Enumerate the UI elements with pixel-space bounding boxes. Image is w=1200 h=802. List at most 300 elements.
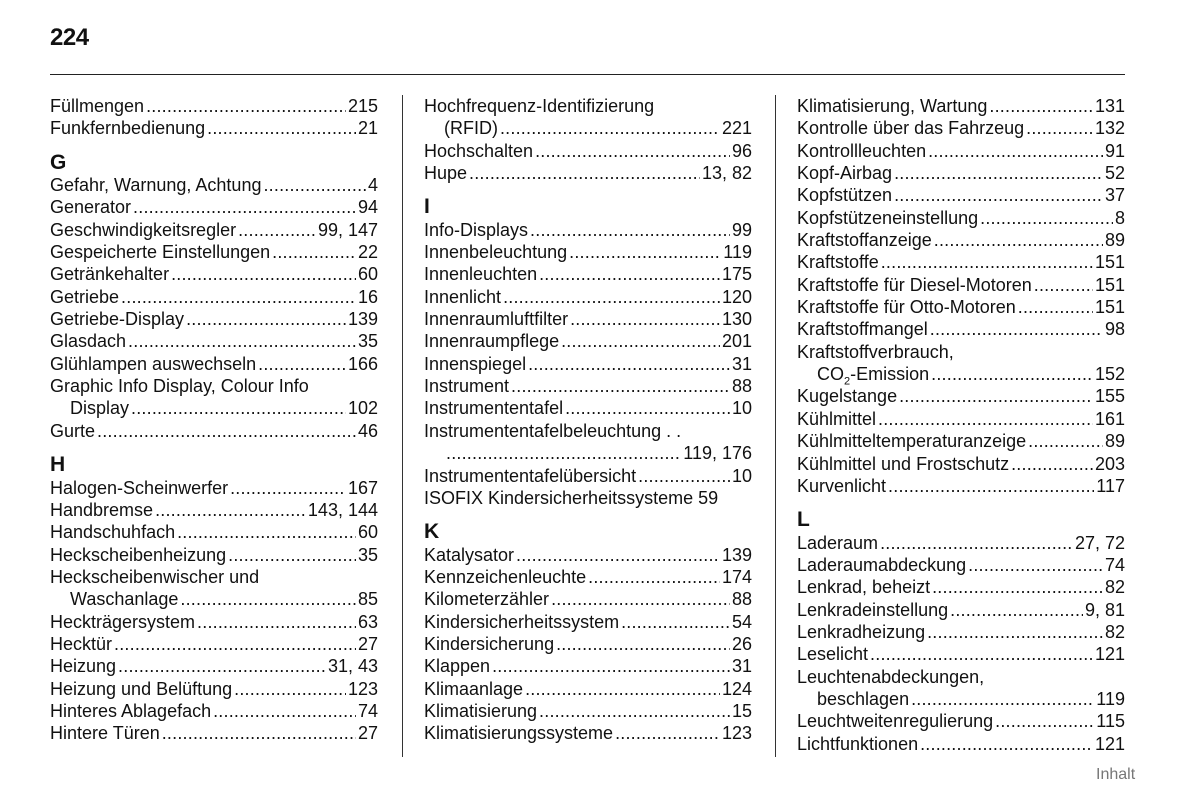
page-reference[interactable]: 9, 81: [1084, 599, 1125, 620]
index-term: Geschwindigkeitsregler: [50, 219, 237, 240]
page-reference[interactable]: 16: [357, 286, 378, 307]
index-entry[interactable]: [424, 162, 752, 184]
index-entry[interactable]: [50, 722, 378, 744]
leader-dots: [556, 633, 730, 655]
index-entry[interactable]: [797, 207, 1125, 229]
page-reference[interactable]: 10: [731, 465, 752, 486]
index-entry[interactable]: [424, 397, 752, 419]
index-entry[interactable]: [797, 643, 1125, 665]
index-term: Laderaum: [797, 532, 879, 553]
leader-dots: [197, 611, 356, 633]
leader-dots: [258, 353, 346, 375]
index-entry[interactable]: [424, 286, 752, 308]
index-column-2: [424, 95, 752, 745]
index-entry[interactable]: [797, 140, 1125, 162]
page-reference[interactable]: 63: [357, 611, 378, 632]
column-divider: [402, 95, 403, 757]
leader-dots: [234, 678, 346, 700]
page-reference[interactable]: 174: [721, 566, 752, 587]
index-letter-heading: H: [50, 453, 66, 477]
index-term: Lenkradheizung: [797, 621, 926, 642]
index-entry[interactable]: [50, 196, 378, 218]
index-term: Katalysator: [424, 544, 515, 565]
index-entry[interactable]: [797, 599, 1125, 621]
index-entry[interactable]: [797, 532, 1125, 554]
leader-dots: [870, 643, 1093, 665]
leader-dots: [530, 219, 730, 241]
index-term: Klimatisierung, Wartung: [797, 96, 988, 116]
page-reference[interactable]: 98: [1104, 319, 1125, 340]
index-term: Heizung und Belüftung: [50, 678, 233, 699]
leader-dots: [888, 475, 1094, 497]
page-reference[interactable]: 82: [1104, 577, 1125, 598]
index-term: Getränkehalter: [50, 264, 170, 285]
index-term: Handbremse: [50, 499, 154, 520]
index-term: Heckscheibenheizung: [50, 544, 227, 565]
leader-dots: [121, 286, 356, 308]
index-entry-continuation[interactable]: [797, 688, 1125, 710]
index-entry[interactable]: [50, 477, 378, 499]
page-reference[interactable]: 99, 147: [317, 219, 378, 240]
index-term: Kühlmittel: [797, 408, 877, 429]
leader-dots: [1028, 430, 1103, 452]
index-entry[interactable]: [424, 263, 752, 285]
leader-dots: [114, 633, 356, 655]
page-reference[interactable]: 91: [1104, 140, 1125, 161]
index-entry[interactable]: [424, 722, 752, 744]
index-term: $CO_2$-Emission: [817, 364, 930, 388]
index-entry[interactable]: [50, 353, 378, 375]
index-term: Klappen: [424, 656, 491, 677]
page-reference[interactable]: 31: [731, 656, 752, 677]
leader-dots: [492, 655, 730, 677]
footer-section-label: Inhalt: [1096, 766, 1136, 783]
leader-dots: [272, 241, 356, 263]
page-reference[interactable]: 52: [1104, 163, 1125, 184]
index-entry[interactable]: Leuchtenabdeckungen,: [797, 666, 985, 687]
leader-dots: [177, 521, 356, 543]
page-reference[interactable]: 143, 144: [307, 499, 378, 520]
leader-dots: [539, 263, 720, 285]
index-term: Lenkrad, beheizt: [797, 577, 931, 598]
leader-dots: [1018, 296, 1093, 318]
index-term: Generator: [50, 197, 132, 218]
index-entry[interactable]: [797, 408, 1125, 430]
leader-dots: [528, 353, 730, 375]
page-reference[interactable]: 132: [1094, 118, 1125, 139]
page-reference[interactable]: 119: [1096, 688, 1125, 709]
header-rule: [50, 74, 1125, 75]
page-reference[interactable]: 22: [357, 242, 378, 263]
index-term: Laderaumabdeckung: [797, 554, 967, 575]
index-term: Kontrolle über das Fahrzeug: [797, 118, 1025, 139]
index-term: Getriebe: [50, 286, 120, 307]
page-reference[interactable]: 96: [731, 140, 752, 161]
leader-dots: [186, 308, 346, 330]
index-entry-continuation[interactable]: [424, 117, 752, 139]
page-reference[interactable]: 166: [347, 353, 378, 374]
leader-dots: [621, 611, 730, 633]
index-entry[interactable]: [797, 554, 1125, 576]
index-term: Kopf-Airbag: [797, 163, 893, 184]
index-term: Hintere Türen: [50, 723, 160, 744]
leader-dots: [131, 397, 346, 419]
index-entry[interactable]: ISOFIX Kindersicherheitssysteme 59: [424, 487, 719, 508]
index-term: (RFID): [444, 118, 498, 139]
index-entry[interactable]: [424, 465, 752, 487]
leader-dots: [995, 710, 1094, 732]
leader-dots: [155, 499, 306, 521]
leader-dots: [228, 544, 356, 566]
index-term: Innenleuchten: [424, 264, 538, 285]
index-entry[interactable]: [424, 375, 752, 397]
page-reference[interactable]: 46: [357, 420, 378, 441]
index-entry-continuation[interactable]: [797, 363, 1125, 388]
leader-dots: [881, 251, 1093, 273]
page-reference[interactable]: 121: [1094, 733, 1125, 754]
index-term: Hochschalten: [424, 140, 534, 161]
page-reference[interactable]: 117: [1096, 475, 1125, 496]
index-entry[interactable]: [50, 95, 378, 117]
page-reference[interactable]: 8: [1114, 207, 1125, 228]
index-column-1: [50, 95, 378, 745]
page-reference[interactable]: 15: [731, 700, 752, 721]
page-reference[interactable]: 115: [1096, 711, 1125, 732]
index-entry[interactable]: [424, 330, 752, 352]
index-term: Innenlicht: [424, 286, 502, 307]
index-entry-continuation[interactable]: [50, 588, 378, 610]
index-entry-continuation[interactable]: [50, 397, 378, 419]
index-term: Kindersicherheitssystem: [424, 611, 620, 632]
page-reference[interactable]: 119, 176: [683, 443, 752, 464]
leader-dots: [500, 117, 720, 139]
page-reference[interactable]: 54: [731, 611, 752, 632]
page-reference[interactable]: 60: [357, 522, 378, 543]
index-entry[interactable]: [50, 330, 378, 352]
index-entry[interactable]: [797, 318, 1125, 340]
index-term: Kraftstoffanzeige: [797, 230, 932, 251]
index-term: Gespeicherte Einstellungen: [50, 242, 271, 263]
index-letter-heading: G: [50, 150, 67, 174]
page-reference[interactable]: 89: [1104, 431, 1125, 452]
page-reference[interactable]: 27, 72: [1074, 532, 1125, 553]
index-entry[interactable]: [50, 117, 378, 139]
index-entry[interactable]: Instrumententafelbeleuchtung . .: [424, 420, 682, 441]
page-reference[interactable]: 201: [721, 331, 752, 352]
page-reference[interactable]: 13, 82: [701, 163, 752, 184]
leader-dots: [511, 375, 730, 397]
leader-dots: [535, 140, 730, 162]
page-reference[interactable]: 37: [1104, 185, 1125, 206]
index-entry[interactable]: [424, 308, 752, 330]
page-reference[interactable]: 89: [1104, 230, 1125, 251]
index-term: Lichtfunktionen: [797, 733, 919, 754]
index-letter-heading: K: [424, 520, 440, 544]
index-term: Instrumententafelübersicht: [424, 465, 637, 486]
page-reference[interactable]: 167: [347, 477, 378, 498]
index-entry[interactable]: [424, 241, 752, 263]
leader-dots: [133, 196, 356, 218]
index-entry[interactable]: [797, 117, 1125, 139]
page-reference[interactable]: 27: [357, 723, 378, 744]
index-term: Gurte: [50, 420, 96, 441]
page-reference[interactable]: 31, 43: [327, 656, 378, 677]
page-reference[interactable]: 215: [347, 96, 378, 116]
page-reference[interactable]: 203: [1094, 453, 1125, 474]
index-entry[interactable]: [424, 566, 752, 588]
index-entry[interactable]: [424, 219, 752, 241]
page-reference[interactable]: 155: [1094, 386, 1125, 407]
leader-dots: [213, 700, 356, 722]
leader-dots: [638, 465, 730, 487]
index-term: Kurvenlicht: [797, 475, 887, 496]
leader-dots: [263, 174, 366, 196]
page-reference[interactable]: 94: [357, 197, 378, 218]
index-entry[interactable]: [797, 475, 1125, 497]
index-letter-heading: L: [797, 508, 810, 532]
index-entry[interactable]: [424, 588, 752, 610]
index-entry[interactable]: [50, 700, 378, 722]
index-term: Gefahr, Warnung, Achtung: [50, 175, 262, 196]
page-reference[interactable]: 10: [731, 398, 752, 419]
index-term: Innenbeleuchtung: [424, 242, 568, 263]
index-term: Kontrollleuchten: [797, 140, 927, 161]
index-letter-heading: I: [424, 195, 430, 219]
leader-dots: [207, 117, 356, 139]
index-entry[interactable]: [797, 229, 1125, 251]
index-term: Getriebe-Display: [50, 309, 185, 330]
leader-dots: [968, 554, 1103, 576]
leader-dots: [1011, 453, 1093, 475]
index-term: Hupe: [424, 163, 468, 184]
index-term: Füllmengen: [50, 96, 145, 116]
index-term: Kraftstoffe für Otto-Motoren: [797, 297, 1016, 318]
leader-dots: [503, 286, 720, 308]
page-reference[interactable]: 31: [731, 353, 752, 374]
page-reference[interactable]: 26: [731, 633, 752, 654]
index-term: Klimaanlage: [424, 678, 524, 699]
index-entry[interactable]: [50, 544, 378, 566]
index-entry[interactable]: [424, 678, 752, 700]
page-reference[interactable]: 35: [357, 544, 378, 565]
index-entry[interactable]: Kraftstoffverbrauch,: [797, 341, 954, 362]
index-entry[interactable]: [424, 353, 752, 375]
index-term: Innenraumluftfilter: [424, 309, 569, 330]
leader-dots: [171, 263, 356, 285]
leader-dots: [146, 95, 346, 117]
leader-dots: [930, 318, 1103, 340]
page-reference[interactable]: 123: [347, 678, 378, 699]
page-reference[interactable]: 120: [721, 286, 752, 307]
index-entry[interactable]: [797, 453, 1125, 475]
leader-dots: [516, 544, 720, 566]
page-number: 224: [50, 24, 89, 51]
index-entry[interactable]: [50, 286, 378, 308]
page-reference[interactable]: 152: [1094, 364, 1125, 385]
page-reference[interactable]: 124: [721, 678, 752, 699]
index-entry[interactable]: [424, 700, 752, 722]
index-entry[interactable]: [424, 633, 752, 655]
page-reference[interactable]: 151: [1094, 297, 1125, 318]
index-term: Kühlmittel und Frostschutz: [797, 453, 1010, 474]
leader-dots: [565, 397, 730, 419]
page-reference[interactable]: 123: [721, 723, 752, 744]
index-term: Hecktür: [50, 633, 113, 654]
index-entry[interactable]: [50, 263, 378, 285]
leader-dots: [446, 442, 681, 464]
leader-dots: [162, 722, 356, 744]
page-reference[interactable]: 4: [367, 175, 378, 196]
index-term: Kopfstützen: [797, 185, 893, 206]
index-entry[interactable]: [50, 611, 378, 633]
page-reference[interactable]: 74: [1104, 554, 1125, 575]
page-reference[interactable]: 119: [723, 242, 752, 263]
index-term: Klimatisierung: [424, 700, 538, 721]
leader-dots: [230, 477, 346, 499]
leader-dots: [950, 599, 1083, 621]
index-entry[interactable]: Graphic Info Display, Colour Info: [50, 376, 309, 397]
index-term: Glühlampen auswechseln: [50, 353, 257, 374]
index-term: Info-Displays: [424, 219, 529, 240]
leader-dots: [238, 219, 316, 241]
leader-dots: [932, 576, 1103, 598]
leader-dots: [894, 162, 1103, 184]
index-term: Handschuhfach: [50, 522, 176, 543]
page-reference[interactable]: 151: [1094, 274, 1125, 295]
index-entry[interactable]: [424, 544, 752, 566]
index-entry[interactable]: [50, 678, 378, 700]
leader-dots: [551, 588, 730, 610]
index-term: Innenraumpflege: [424, 331, 560, 352]
index-entry[interactable]: [797, 430, 1125, 452]
leader-dots: [539, 700, 730, 722]
page-reference[interactable]: 85: [357, 589, 378, 610]
leader-dots: [180, 588, 356, 610]
page-reference[interactable]: 27: [357, 633, 378, 654]
index-term: Instrument: [424, 376, 510, 397]
page-reference[interactable]: 35: [357, 331, 378, 352]
leader-dots: [561, 330, 720, 352]
index-term: Kühlmitteltemperaturanzeige: [797, 431, 1027, 452]
index-entry[interactable]: [424, 140, 752, 162]
page-reference[interactable]: 131: [1094, 96, 1125, 116]
index-term: Heckträgersystem: [50, 611, 196, 632]
index-entry[interactable]: [797, 733, 1125, 755]
index-entry[interactable]: [50, 633, 378, 655]
index-entry[interactable]: [797, 251, 1125, 273]
leader-dots: [894, 184, 1103, 206]
page-reference[interactable]: 161: [1094, 408, 1125, 429]
page-reference[interactable]: 74: [357, 700, 378, 721]
index-entry[interactable]: [797, 162, 1125, 184]
page-reference[interactable]: 139: [721, 544, 752, 565]
index-term: Waschanlage: [70, 589, 179, 610]
index-entry[interactable]: [797, 621, 1125, 643]
index-entry[interactable]: [50, 420, 378, 442]
page-reference[interactable]: 130: [721, 309, 752, 330]
index-entry[interactable]: [797, 385, 1125, 407]
page-reference[interactable]: 88: [731, 376, 752, 397]
index-term: Kraftstoffe für Diesel-Motoren: [797, 274, 1032, 295]
leader-dots: [927, 621, 1103, 643]
leader-dots: [588, 566, 720, 588]
leader-dots: [525, 678, 720, 700]
page-reference[interactable]: 151: [1094, 252, 1125, 273]
leader-dots: [569, 241, 721, 263]
index-term: Funkfernbedienung: [50, 118, 206, 139]
leader-dots: [1026, 117, 1093, 139]
index-entry[interactable]: [797, 296, 1125, 318]
page-reference[interactable]: 99: [731, 219, 752, 240]
leader-dots: [899, 385, 1093, 407]
index-entry[interactable]: [797, 95, 1125, 117]
index-entry[interactable]: Hochfrequenz-Identifizierung: [424, 96, 655, 116]
column-divider: [775, 95, 776, 757]
leader-dots: [989, 95, 1093, 117]
index-term: Kugelstange: [797, 386, 898, 407]
page-reference[interactable]: 88: [731, 589, 752, 610]
index-entry[interactable]: [50, 655, 378, 677]
leader-dots: [118, 655, 326, 677]
page-reference[interactable]: 221: [721, 118, 752, 139]
index-entry[interactable]: [50, 219, 378, 241]
index-entry[interactable]: Heckscheibenwischer und: [50, 566, 260, 587]
index-entry[interactable]: [50, 499, 378, 521]
leader-dots: [911, 688, 1094, 710]
leader-dots: [880, 532, 1073, 554]
index-term: Kilometerzähler: [424, 589, 550, 610]
index-entry[interactable]: [424, 611, 752, 633]
page-reference[interactable]: 121: [1094, 644, 1125, 665]
page-reference[interactable]: 175: [721, 264, 752, 285]
leader-dots: [980, 207, 1113, 229]
page-reference[interactable]: 21: [357, 118, 378, 139]
index-term: Halogen-Scheinwerfer: [50, 477, 229, 498]
index-term: Hinteres Ablagefach: [50, 700, 212, 721]
page-reference[interactable]: 139: [347, 309, 378, 330]
index-entry[interactable]: [50, 174, 378, 196]
page-reference[interactable]: 102: [347, 398, 378, 419]
leader-dots: [1034, 274, 1093, 296]
index-term: Kraftstoffe: [797, 252, 879, 273]
index-entry[interactable]: [424, 655, 752, 677]
index-term: Kraftstoffmangel: [797, 319, 928, 340]
page-reference[interactable]: 60: [357, 264, 378, 285]
leader-dots: [920, 733, 1093, 755]
index-entry[interactable]: [50, 521, 378, 543]
index-entry[interactable]: [797, 184, 1125, 206]
index-term: Instrumententafel: [424, 398, 564, 419]
index-entry[interactable]: [797, 576, 1125, 598]
index-entry[interactable]: [797, 710, 1125, 732]
index-term: Display: [70, 398, 130, 419]
page-reference[interactable]: 82: [1104, 621, 1125, 642]
leader-dots: [469, 162, 700, 184]
index-term: beschlagen: [817, 688, 910, 709]
leader-dots: [928, 140, 1103, 162]
index-term: Lenkradeinstellung: [797, 599, 949, 620]
index-entry[interactable]: [50, 241, 378, 263]
index-term: Klimatisierungssysteme: [424, 723, 614, 744]
index-entry[interactable]: [797, 274, 1125, 296]
index-term: Kindersicherung: [424, 633, 555, 654]
index-entry[interactable]: [50, 308, 378, 330]
index-term: Kopfstützeneinstellung: [797, 207, 979, 228]
leader-dots: [615, 722, 720, 744]
index-term: Leselicht: [797, 644, 869, 665]
index-column-3: [797, 95, 1125, 755]
index-entry-continuation[interactable]: [424, 442, 752, 464]
